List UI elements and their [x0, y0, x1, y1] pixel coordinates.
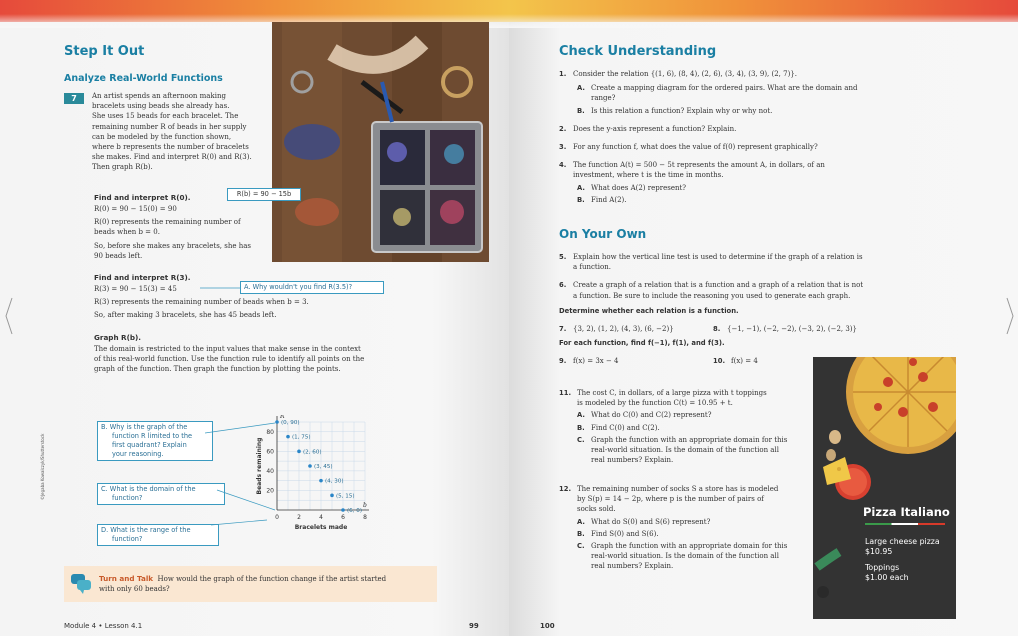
- x-tick-label: 4: [319, 514, 323, 521]
- next-page-arrow[interactable]: [1005, 296, 1015, 336]
- pizza-price: $10.95: [865, 547, 893, 556]
- section-title: Step It Out: [64, 44, 145, 59]
- data-point-label: (2, 60): [303, 449, 322, 456]
- data-point: [330, 494, 334, 498]
- question-11: 11. The cost C, in dollars, of a large pizza with t toppings is modeled by the function C(t) = 10.95 + t. A. What do C(0) and C(2) represent? B. Find C(0) and C(2). C. Graph the function with an appropriate domain for this real-world situation. Is the domain of the function all real numbers? Explain.: [559, 389, 788, 465]
- pizza-price-label: Large cheese pizza: [865, 537, 940, 546]
- graph-rb-instructions: The domain is restricted to the input values that make sense in the context of this real-world function. Use the function rule to identify all points on the graph of the function. Then graph the function by plotting the points.: [94, 345, 365, 374]
- y-tick-label: 60: [266, 448, 274, 456]
- callout-question-d: D. What is the range of the function?: [97, 524, 219, 546]
- check-understanding-title: Check Understanding: [559, 44, 717, 59]
- y-axis-letter: R: [280, 415, 285, 420]
- turn-and-talk-box: [64, 566, 437, 602]
- turn-and-talk-text-2: with only 60 beads?: [99, 585, 170, 593]
- x-tick-label: 8: [363, 514, 367, 521]
- beads-photo: [272, 22, 489, 262]
- question-12: 12. The remaining number of socks S a store has is modeled by S(p) = 14 − 2p, where p is the number of pairs of socks sold. A. What do S(0) and S(6) represent? B. Find S(0) and S(6). C. Graph the function with an appropriate domain for this real-world situation. Is the domain of the function all real numbers? Explain.: [559, 485, 788, 571]
- find-r3-heading: Find and interpret R(3).: [94, 273, 191, 282]
- page-number-left: 99: [469, 622, 479, 630]
- data-point-label: (1, 75): [292, 434, 311, 441]
- x-axis-letter: b: [363, 502, 367, 509]
- beads-graph: [255, 415, 375, 540]
- y-axis-label: Beads remaining: [256, 437, 263, 495]
- data-point: [341, 508, 345, 512]
- callout-question-b: B. Why is the graph of the function R limited to the first quadrant? Explain your reasoning.: [97, 421, 213, 461]
- data-point: [275, 420, 279, 424]
- on-your-own-list: 5. Explain how the vertical line test is used to determine if the graph of a relation is a function. 6. Create a graph of a relation that is a function and a graph of a relation that is not a function. Be sure to include the reasoning you used to generate each graph. Determine whether each relation is a function. 7. {3, 2), (1, 2), (4, 3), (6, −2)} 8. {−1, −1), (−2, −2), (−3, 2), (−2, 3)} For each function, find f(−1), f(1), and f(3). 9. f(x) = 3x − 4 10. f(x) = 4: [559, 253, 864, 366]
- data-point: [319, 479, 323, 483]
- footer-module: Module 4 • Lesson 4.1: [64, 622, 143, 630]
- pizza-brand: Pizza Italiano: [863, 505, 950, 519]
- x-tick-label: 2: [297, 514, 301, 521]
- page-number-right: 100: [540, 622, 555, 630]
- graph-rb-heading: Graph R(b).: [94, 333, 142, 342]
- data-point-label: (0, 90): [281, 420, 300, 426]
- data-point-label: (6, 0): [347, 508, 363, 514]
- x-axis-label: Bracelets made: [294, 524, 348, 531]
- problem-intro: An artist spends an afternoon making bracelets using beads she already has. She uses 15 beads for each bracelet. The remaining number R of beads in her supply can be modeled by the function shown, where b represents the number of bracelets she makes. Find and interpret R(0) and R(3). Then graph R(b).: [92, 92, 252, 172]
- x-tick-label: 0: [275, 514, 279, 521]
- callout-question-c: C. What is the domain of the function?: [97, 483, 225, 505]
- x-tick-label: 6: [341, 514, 345, 521]
- data-point-label: (3, 45): [314, 464, 333, 470]
- data-point: [286, 435, 290, 439]
- y-tick-label: 20: [266, 487, 274, 495]
- find-r0-heading: Find and interpret R(0).: [94, 193, 191, 202]
- beads-graph-svg: [255, 415, 375, 540]
- on-your-own-title: On Your Own: [559, 227, 647, 241]
- right-page: [509, 0, 1018, 636]
- italian-flag-stripe: [865, 523, 945, 525]
- callout-question-a: A. Why wouldn't you find R(3.5)?: [240, 281, 384, 294]
- prev-page-arrow[interactable]: [4, 296, 14, 336]
- problem-number-badge: 7: [64, 93, 84, 104]
- photo-credit: ©Jegaba Kowalczyk/Shutterstock: [40, 433, 45, 500]
- find-r3-work: R(3) = 90 − 15(3) = 45 R(3) represents the remaining number of beads when b = 3. So, after making 3 bracelets, she has 45 beads left.: [94, 285, 309, 320]
- data-point: [308, 464, 312, 468]
- function-rule-box: R(b) = 90 − 15b: [227, 188, 301, 201]
- speech-bubbles-icon: [70, 572, 92, 594]
- toppings-price: $1.00 each: [865, 573, 909, 582]
- turn-and-talk-text: How would the graph of the function change if the artist started: [157, 575, 387, 583]
- data-point-label: (5, 15): [336, 493, 355, 500]
- turn-and-talk-label: Turn and Talk: [99, 574, 154, 583]
- pizza-ad-card: [813, 357, 956, 619]
- section-subtitle: Analyze Real-World Functions: [64, 73, 223, 84]
- y-tick-label: 80: [266, 428, 274, 436]
- y-tick-label: 40: [266, 467, 274, 475]
- data-point: [297, 450, 301, 454]
- toppings-label: Toppings: [865, 563, 900, 572]
- find-r0-work: R(0) = 90 − 15(0) = 90 R(0) represents the remaining number of beads when b = 0. So, before she makes any bracelets, she has 90 beads left.: [94, 205, 251, 260]
- data-point-label: (4, 30): [325, 478, 344, 485]
- check-understanding-list: 1. Consider the relation {(1, 6), (8, 4), (2, 6), (3, 4), (3, 9), (2, 7)}. A. Create a mapping diagram for the ordered pairs. What are the domain and range? B. Is this relation a function? Explain why or why not. 2. Does the y-axis represent a function? Explain. 3. For any function f, what does the value of f(0) represent graphically? 4. The function A(t) = 500 − 5t represents the amount A, in dollars, of an investment, where t is the time in months. A. What does A(2) represent? B. Find A(2).: [559, 70, 858, 204]
